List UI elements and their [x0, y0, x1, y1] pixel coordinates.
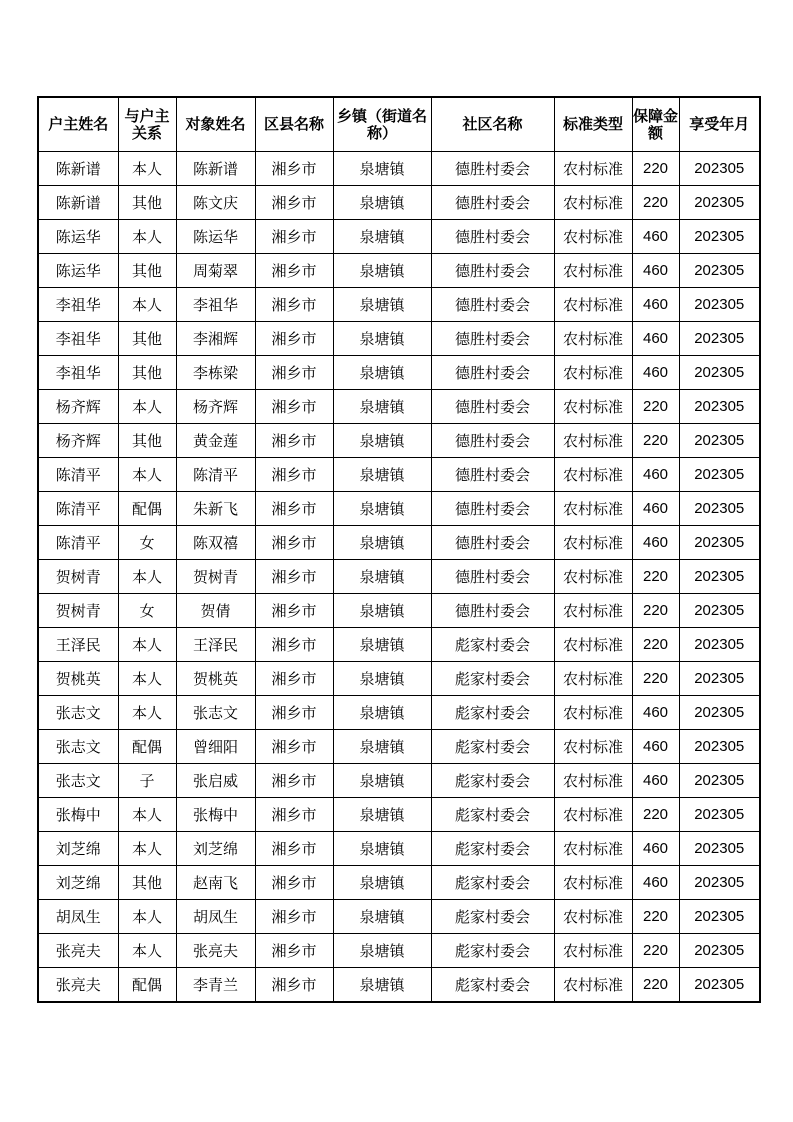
- standard-type-cell: 农村标准: [554, 968, 632, 1003]
- community-cell: 德胜村委会: [431, 492, 554, 526]
- table-row: [38, 492, 760, 526]
- table-header: [38, 97, 760, 152]
- relation-cell: 本人: [118, 458, 176, 492]
- table-row: [38, 424, 760, 458]
- community-cell: 德胜村委会: [431, 560, 554, 594]
- amount-cell: 220: [632, 186, 679, 220]
- township-cell: 泉塘镇: [333, 730, 431, 764]
- county-cell: 湘乡市: [255, 390, 333, 424]
- household-head-cell: 陈新谱: [38, 186, 118, 220]
- county-cell: 湘乡市: [255, 492, 333, 526]
- county-cell: 湘乡市: [255, 866, 333, 900]
- header-county: 区县名称: [255, 97, 333, 152]
- table-row: [38, 356, 760, 390]
- recipient-name-cell: 刘芝绵: [176, 832, 255, 866]
- county-cell: 湘乡市: [255, 220, 333, 254]
- amount-cell: 460: [632, 356, 679, 390]
- header-relation: 与户主关系: [118, 97, 176, 152]
- relation-cell: 本人: [118, 832, 176, 866]
- assistance-roster-sheet: [37, 96, 759, 1003]
- period-cell: 202305: [679, 730, 760, 764]
- header-amount: 保障金额: [632, 97, 679, 152]
- recipient-name-cell: 贺桃英: [176, 662, 255, 696]
- township-cell: 泉塘镇: [333, 424, 431, 458]
- recipient-name-cell: 张亮夫: [176, 934, 255, 968]
- period-cell: 202305: [679, 254, 760, 288]
- community-cell: 彪家村委会: [431, 798, 554, 832]
- township-cell: 泉塘镇: [333, 968, 431, 1003]
- household-head-cell: 陈运华: [38, 220, 118, 254]
- community-cell: 德胜村委会: [431, 254, 554, 288]
- table-row: [38, 968, 760, 1003]
- standard-type-cell: 农村标准: [554, 696, 632, 730]
- township-cell: 泉塘镇: [333, 356, 431, 390]
- relation-cell: 本人: [118, 390, 176, 424]
- period-cell: 202305: [679, 832, 760, 866]
- recipient-name-cell: 张梅中: [176, 798, 255, 832]
- household-head-cell: 张志文: [38, 696, 118, 730]
- table-row: [38, 458, 760, 492]
- household-head-cell: 李祖华: [38, 322, 118, 356]
- period-cell: 202305: [679, 220, 760, 254]
- amount-cell: 220: [632, 628, 679, 662]
- relation-cell: 本人: [118, 288, 176, 322]
- amount-cell: 220: [632, 424, 679, 458]
- community-cell: 德胜村委会: [431, 322, 554, 356]
- period-cell: 202305: [679, 968, 760, 1003]
- standard-type-cell: 农村标准: [554, 152, 632, 186]
- recipient-name-cell: 张启威: [176, 764, 255, 798]
- table-row: [38, 934, 760, 968]
- community-cell: 彪家村委会: [431, 628, 554, 662]
- relation-cell: 本人: [118, 628, 176, 662]
- recipient-name-cell: 贺树青: [176, 560, 255, 594]
- period-cell: 202305: [679, 322, 760, 356]
- amount-cell: 460: [632, 322, 679, 356]
- relation-cell: 其他: [118, 356, 176, 390]
- table-row: [38, 730, 760, 764]
- table-row: [38, 696, 760, 730]
- township-cell: 泉塘镇: [333, 220, 431, 254]
- community-cell: 德胜村委会: [431, 458, 554, 492]
- period-cell: 202305: [679, 560, 760, 594]
- relation-cell: 其他: [118, 424, 176, 458]
- standard-type-cell: 农村标准: [554, 356, 632, 390]
- amount-cell: 460: [632, 866, 679, 900]
- assistance-roster-table: [37, 96, 761, 1003]
- community-cell: 彪家村委会: [431, 934, 554, 968]
- recipient-name-cell: 赵南飞: [176, 866, 255, 900]
- period-cell: 202305: [679, 764, 760, 798]
- relation-cell: 女: [118, 526, 176, 560]
- household-head-cell: 刘芝绵: [38, 832, 118, 866]
- community-cell: 彪家村委会: [431, 662, 554, 696]
- county-cell: 湘乡市: [255, 968, 333, 1003]
- standard-type-cell: 农村标准: [554, 628, 632, 662]
- township-cell: 泉塘镇: [333, 832, 431, 866]
- standard-type-cell: 农村标准: [554, 662, 632, 696]
- township-cell: 泉塘镇: [333, 186, 431, 220]
- community-cell: 彪家村委会: [431, 832, 554, 866]
- relation-cell: 本人: [118, 900, 176, 934]
- community-cell: 彪家村委会: [431, 866, 554, 900]
- standard-type-cell: 农村标准: [554, 220, 632, 254]
- standard-type-cell: 农村标准: [554, 900, 632, 934]
- standard-type-cell: 农村标准: [554, 186, 632, 220]
- community-cell: 德胜村委会: [431, 594, 554, 628]
- period-cell: 202305: [679, 798, 760, 832]
- township-cell: 泉塘镇: [333, 628, 431, 662]
- township-cell: 泉塘镇: [333, 934, 431, 968]
- amount-cell: 220: [632, 662, 679, 696]
- recipient-name-cell: 曾细阳: [176, 730, 255, 764]
- county-cell: 湘乡市: [255, 526, 333, 560]
- table-row: [38, 832, 760, 866]
- relation-cell: 配偶: [118, 492, 176, 526]
- header-township: 乡镇（街道名称）: [333, 97, 431, 152]
- relation-cell: 其他: [118, 322, 176, 356]
- standard-type-cell: 农村标准: [554, 764, 632, 798]
- community-cell: 彪家村委会: [431, 696, 554, 730]
- table-row: [38, 764, 760, 798]
- standard-type-cell: 农村标准: [554, 390, 632, 424]
- period-cell: 202305: [679, 186, 760, 220]
- county-cell: 湘乡市: [255, 764, 333, 798]
- relation-cell: 配偶: [118, 730, 176, 764]
- township-cell: 泉塘镇: [333, 152, 431, 186]
- relation-cell: 其他: [118, 186, 176, 220]
- relation-cell: 本人: [118, 560, 176, 594]
- recipient-name-cell: 陈文庆: [176, 186, 255, 220]
- recipient-name-cell: 张志文: [176, 696, 255, 730]
- standard-type-cell: 农村标准: [554, 730, 632, 764]
- table-body: [38, 152, 760, 1003]
- period-cell: 202305: [679, 594, 760, 628]
- community-cell: 德胜村委会: [431, 424, 554, 458]
- county-cell: 湘乡市: [255, 798, 333, 832]
- header-period: 享受年月: [679, 97, 760, 152]
- period-cell: 202305: [679, 458, 760, 492]
- household-head-cell: 陈新谱: [38, 152, 118, 186]
- recipient-name-cell: 李祖华: [176, 288, 255, 322]
- household-head-cell: 李祖华: [38, 356, 118, 390]
- period-cell: 202305: [679, 866, 760, 900]
- amount-cell: 220: [632, 968, 679, 1003]
- period-cell: 202305: [679, 492, 760, 526]
- township-cell: 泉塘镇: [333, 560, 431, 594]
- standard-type-cell: 农村标准: [554, 254, 632, 288]
- community-cell: 彪家村委会: [431, 968, 554, 1003]
- household-head-cell: 贺树青: [38, 560, 118, 594]
- header-standard-type: 标准类型: [554, 97, 632, 152]
- relation-cell: 其他: [118, 254, 176, 288]
- standard-type-cell: 农村标准: [554, 322, 632, 356]
- header-community: 社区名称: [431, 97, 554, 152]
- period-cell: 202305: [679, 662, 760, 696]
- period-cell: 202305: [679, 390, 760, 424]
- county-cell: 湘乡市: [255, 730, 333, 764]
- household-head-cell: 杨齐辉: [38, 390, 118, 424]
- header-recipient-name: 对象姓名: [176, 97, 255, 152]
- township-cell: 泉塘镇: [333, 390, 431, 424]
- household-head-cell: 贺树青: [38, 594, 118, 628]
- table-row: [38, 186, 760, 220]
- household-head-cell: 贺桃英: [38, 662, 118, 696]
- township-cell: 泉塘镇: [333, 594, 431, 628]
- household-head-cell: 张志文: [38, 764, 118, 798]
- standard-type-cell: 农村标准: [554, 560, 632, 594]
- table-row: [38, 254, 760, 288]
- household-head-cell: 陈清平: [38, 526, 118, 560]
- township-cell: 泉塘镇: [333, 254, 431, 288]
- amount-cell: 220: [632, 594, 679, 628]
- period-cell: 202305: [679, 288, 760, 322]
- header-row: [38, 97, 760, 152]
- county-cell: 湘乡市: [255, 900, 333, 934]
- table-row: [38, 594, 760, 628]
- period-cell: 202305: [679, 628, 760, 662]
- township-cell: 泉塘镇: [333, 288, 431, 322]
- relation-cell: 其他: [118, 866, 176, 900]
- county-cell: 湘乡市: [255, 186, 333, 220]
- recipient-name-cell: 杨齐辉: [176, 390, 255, 424]
- amount-cell: 460: [632, 458, 679, 492]
- recipient-name-cell: 李青兰: [176, 968, 255, 1003]
- household-head-cell: 张志文: [38, 730, 118, 764]
- community-cell: 彪家村委会: [431, 900, 554, 934]
- table-row: [38, 560, 760, 594]
- standard-type-cell: 农村标准: [554, 866, 632, 900]
- recipient-name-cell: 王泽民: [176, 628, 255, 662]
- standard-type-cell: 农村标准: [554, 526, 632, 560]
- township-cell: 泉塘镇: [333, 322, 431, 356]
- standard-type-cell: 农村标准: [554, 424, 632, 458]
- recipient-name-cell: 黄金莲: [176, 424, 255, 458]
- period-cell: 202305: [679, 526, 760, 560]
- county-cell: 湘乡市: [255, 628, 333, 662]
- table-row: [38, 662, 760, 696]
- table-row: [38, 152, 760, 186]
- township-cell: 泉塘镇: [333, 900, 431, 934]
- community-cell: 德胜村委会: [431, 186, 554, 220]
- township-cell: 泉塘镇: [333, 798, 431, 832]
- amount-cell: 460: [632, 730, 679, 764]
- community-cell: 彪家村委会: [431, 764, 554, 798]
- county-cell: 湘乡市: [255, 696, 333, 730]
- period-cell: 202305: [679, 900, 760, 934]
- relation-cell: 配偶: [118, 968, 176, 1003]
- table-row: [38, 900, 760, 934]
- community-cell: 德胜村委会: [431, 152, 554, 186]
- table-row: [38, 866, 760, 900]
- household-head-cell: 王泽民: [38, 628, 118, 662]
- recipient-name-cell: 周菊翠: [176, 254, 255, 288]
- county-cell: 湘乡市: [255, 458, 333, 492]
- standard-type-cell: 农村标准: [554, 832, 632, 866]
- community-cell: 彪家村委会: [431, 730, 554, 764]
- table-row: [38, 390, 760, 424]
- table-row: [38, 526, 760, 560]
- period-cell: 202305: [679, 152, 760, 186]
- household-head-cell: 杨齐辉: [38, 424, 118, 458]
- county-cell: 湘乡市: [255, 322, 333, 356]
- amount-cell: 220: [632, 798, 679, 832]
- household-head-cell: 张亮夫: [38, 934, 118, 968]
- amount-cell: 220: [632, 152, 679, 186]
- county-cell: 湘乡市: [255, 594, 333, 628]
- amount-cell: 220: [632, 560, 679, 594]
- community-cell: 德胜村委会: [431, 356, 554, 390]
- standard-type-cell: 农村标准: [554, 934, 632, 968]
- township-cell: 泉塘镇: [333, 764, 431, 798]
- county-cell: 湘乡市: [255, 934, 333, 968]
- table-row: [38, 220, 760, 254]
- county-cell: 湘乡市: [255, 662, 333, 696]
- amount-cell: 460: [632, 288, 679, 322]
- county-cell: 湘乡市: [255, 152, 333, 186]
- household-head-cell: 张亮夫: [38, 968, 118, 1003]
- recipient-name-cell: 陈双禧: [176, 526, 255, 560]
- period-cell: 202305: [679, 424, 760, 458]
- recipient-name-cell: 陈新谱: [176, 152, 255, 186]
- household-head-cell: 陈清平: [38, 492, 118, 526]
- township-cell: 泉塘镇: [333, 696, 431, 730]
- relation-cell: 本人: [118, 662, 176, 696]
- period-cell: 202305: [679, 934, 760, 968]
- relation-cell: 子: [118, 764, 176, 798]
- county-cell: 湘乡市: [255, 832, 333, 866]
- header-household-head: 户主姓名: [38, 97, 118, 152]
- township-cell: 泉塘镇: [333, 866, 431, 900]
- amount-cell: 220: [632, 390, 679, 424]
- township-cell: 泉塘镇: [333, 662, 431, 696]
- amount-cell: 460: [632, 220, 679, 254]
- standard-type-cell: 农村标准: [554, 492, 632, 526]
- period-cell: 202305: [679, 356, 760, 390]
- standard-type-cell: 农村标准: [554, 798, 632, 832]
- township-cell: 泉塘镇: [333, 458, 431, 492]
- amount-cell: 460: [632, 832, 679, 866]
- county-cell: 湘乡市: [255, 356, 333, 390]
- county-cell: 湘乡市: [255, 560, 333, 594]
- township-cell: 泉塘镇: [333, 526, 431, 560]
- community-cell: 德胜村委会: [431, 220, 554, 254]
- household-head-cell: 胡凤生: [38, 900, 118, 934]
- amount-cell: 220: [632, 900, 679, 934]
- table-row: [38, 798, 760, 832]
- amount-cell: 460: [632, 492, 679, 526]
- relation-cell: 本人: [118, 934, 176, 968]
- amount-cell: 460: [632, 254, 679, 288]
- household-head-cell: 陈清平: [38, 458, 118, 492]
- recipient-name-cell: 李湘辉: [176, 322, 255, 356]
- relation-cell: 本人: [118, 220, 176, 254]
- relation-cell: 本人: [118, 798, 176, 832]
- recipient-name-cell: 贺倩: [176, 594, 255, 628]
- household-head-cell: 张梅中: [38, 798, 118, 832]
- amount-cell: 460: [632, 526, 679, 560]
- household-head-cell: 陈运华: [38, 254, 118, 288]
- amount-cell: 460: [632, 764, 679, 798]
- recipient-name-cell: 陈清平: [176, 458, 255, 492]
- recipient-name-cell: 陈运华: [176, 220, 255, 254]
- standard-type-cell: 农村标准: [554, 458, 632, 492]
- community-cell: 德胜村委会: [431, 390, 554, 424]
- table-row: [38, 288, 760, 322]
- period-cell: 202305: [679, 696, 760, 730]
- household-head-cell: 刘芝绵: [38, 866, 118, 900]
- recipient-name-cell: 朱新飞: [176, 492, 255, 526]
- community-cell: 德胜村委会: [431, 288, 554, 322]
- relation-cell: 女: [118, 594, 176, 628]
- table-row: [38, 322, 760, 356]
- township-cell: 泉塘镇: [333, 492, 431, 526]
- amount-cell: 460: [632, 696, 679, 730]
- county-cell: 湘乡市: [255, 288, 333, 322]
- county-cell: 湘乡市: [255, 424, 333, 458]
- standard-type-cell: 农村标准: [554, 594, 632, 628]
- recipient-name-cell: 胡凤生: [176, 900, 255, 934]
- standard-type-cell: 农村标准: [554, 288, 632, 322]
- community-cell: 德胜村委会: [431, 526, 554, 560]
- relation-cell: 本人: [118, 696, 176, 730]
- recipient-name-cell: 李栋梁: [176, 356, 255, 390]
- household-head-cell: 李祖华: [38, 288, 118, 322]
- amount-cell: 220: [632, 934, 679, 968]
- relation-cell: 本人: [118, 152, 176, 186]
- county-cell: 湘乡市: [255, 254, 333, 288]
- table-row: [38, 628, 760, 662]
